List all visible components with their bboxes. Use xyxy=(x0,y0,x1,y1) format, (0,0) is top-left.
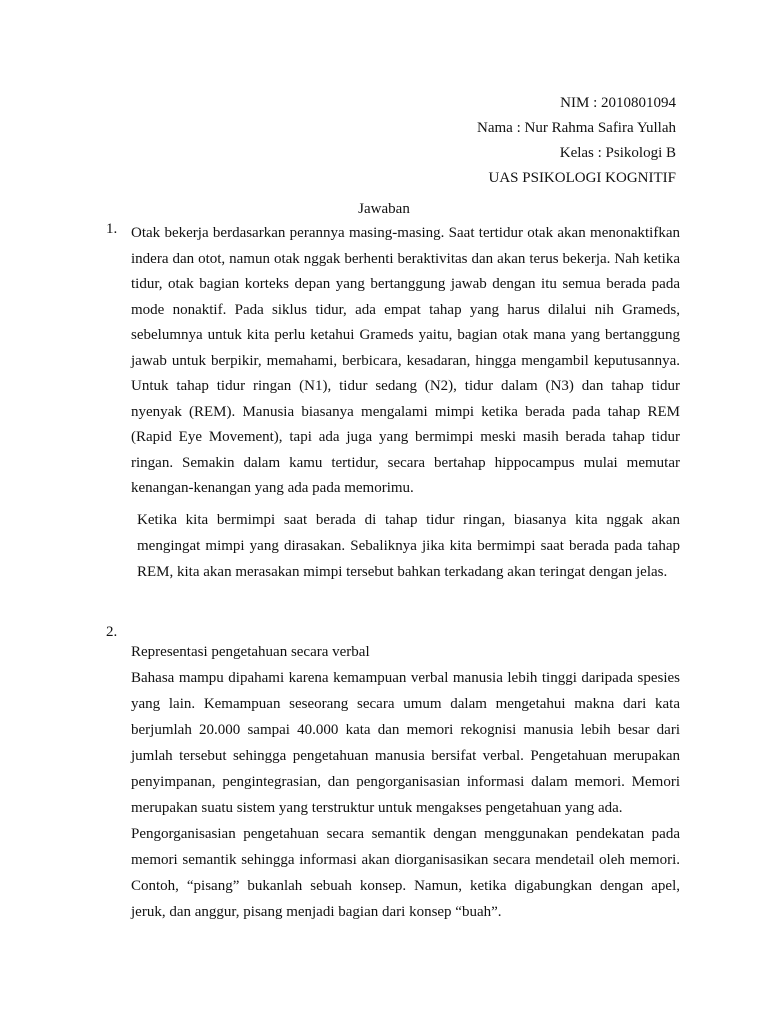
student-nim: NIM : 2010801094 xyxy=(560,95,676,111)
answer-title-text: Jawaban xyxy=(358,201,410,217)
student-class: Kelas : Psikologi B xyxy=(559,145,676,161)
item-paragraph: Otak bekerja berdasarkan perannya masing-masing. Saat tertidur otak akan menonaktifkan indera dan otot, namun otak nggak berhenti beraktivitas dan akan terus bekerja. Nah ketika tidur, otak bagian korteks depan yang bertanggung jawab dengan itu semua berada pada mode nonaktif. Pada siklus tidur, ada empat tahap yang harus dilalui nih Grameds, sebelumnya untuk kita perlu ketahui Grameds yaitu, bagian otak mana yang bertanggung jawab untuk berpikir, memahami, berbicara, kesadaran, hingga mengambil keputusannya. Untuk tahap tidur ringan (N1), tidur sedang (N2), tidur dalam (N3) dan tahap tidur nyenyak (REM). Manusia biasanya mengalami mimpi ketika berada pada tahap REM (Rapid Eye Movement), tapi ada juga yang bermimpi meski masih berada tahap tidur ringan. Semakin dalam kamu tertidur, secara bertahap hippocampus mulai memutar kenangan-kenangan yang ada pada memorimu. xyxy=(131,225,680,496)
item-number: 1. xyxy=(106,221,118,237)
item-heading: Representasi pengetahuan secara verbal xyxy=(131,644,370,660)
item-paragraph: Ketika kita bermimpi saat berada di tahap tidur ringan, biasanya kita nggak akan mengingat mimpi yang dirasakan. Sebaliknya jika kita bermimpi saat berada pada tahap REM, kita akan merasakan mimpi tersebut bahkan terkadang akan teringat dengan jelas. xyxy=(137,511,680,580)
student-header xyxy=(477,91,676,191)
item-number: 2. xyxy=(106,624,118,640)
answer-item-2 xyxy=(106,624,680,925)
exam-title: UAS PSIKOLOGI KOGNITIF xyxy=(488,170,676,186)
item-paragraph: Bahasa mampu dipahami karena kemampuan verbal manusia lebih tinggi daripada spesies yang lain. Kemampuan seseorang secara umum dalam mengetahui makna dari kata berjumlah 20.000 sampai 40.000 kata dan memori rekognisi manusia lebih besar dari jumlah tersebut sehingga pengetahuan manusia bersifat verbal. Pengetahuan merupakan penyimpanan, pengintegrasian, dan pengorganisasian informasi dalam memori. Memori merupakan suatu sistem yang terstruktur untuk mengakses pengetahuan yang ada. xyxy=(131,670,680,816)
item-paragraph: Pengorganisasian pengetahuan secara semantik dengan menggunakan pendekatan pada memori semantik sehingga informasi akan diorganisasikan secara mendetail oleh memori. Contoh, “pisang” bukanlah sebuah konsep. Namun, ketika digabungkan dengan apel, jeruk, dan anggur, pisang menjadi bagian dari konsep “buah”. xyxy=(131,826,680,920)
answer-item-1 xyxy=(106,221,680,585)
answer-title xyxy=(0,199,768,219)
student-name: Nama : Nur Rahma Safira Yullah xyxy=(477,120,676,136)
